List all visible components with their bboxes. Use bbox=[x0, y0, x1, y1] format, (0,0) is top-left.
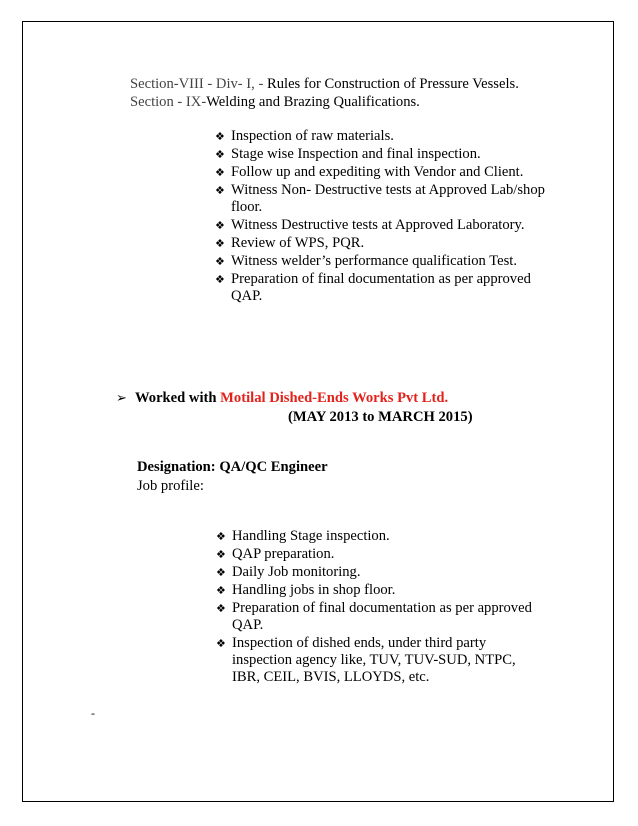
list-item bbox=[215, 235, 545, 252]
list-item-text: Daily Job monitoring. bbox=[232, 564, 361, 580]
list-item-text: Inspection of raw materials. bbox=[231, 128, 394, 144]
list-item-text: Preparation of final documentation as per approved QAP. bbox=[232, 600, 532, 633]
list-item bbox=[215, 146, 545, 163]
list-item-text: Inspection of dished ends, under third party inspection agency like, TUV, TUV-SUD, NTPC, IBR, CEIL, BVIS, LLOYDS, etc. bbox=[232, 635, 516, 685]
section-text: Welding and Brazing Qualifications. bbox=[206, 94, 420, 110]
list-item bbox=[215, 253, 545, 270]
diamond-bullet-icon: ❖ bbox=[216, 637, 226, 650]
list-item bbox=[216, 528, 546, 545]
asme-sections bbox=[130, 76, 519, 112]
section-prefix: Section-VIII - Div- I, - bbox=[130, 76, 267, 92]
list-item bbox=[216, 546, 546, 563]
list-item bbox=[215, 128, 545, 145]
section-text: Rules for Construction of Pressure Vessels. bbox=[266, 76, 519, 92]
diamond-bullet-icon: ❖ bbox=[215, 273, 225, 286]
company-name: Motilal Dished-Ends Works Pvt Ltd. bbox=[220, 390, 449, 406]
employment-period: (MAY 2013 to MARCH 2015) bbox=[288, 409, 473, 425]
diamond-bullet-icon: ❖ bbox=[215, 166, 225, 179]
job-profile-label: Job profile: bbox=[137, 478, 204, 494]
list-item-text: Preparation of final documentation as per approved QAP. bbox=[231, 271, 531, 304]
diamond-bullet-icon: ❖ bbox=[216, 602, 226, 615]
list-item bbox=[215, 217, 545, 234]
diamond-bullet-icon: ❖ bbox=[216, 566, 226, 579]
arrow-bullet-icon: ➢ bbox=[116, 391, 127, 406]
list-item-text: Handling jobs in shop floor. bbox=[232, 582, 396, 598]
list-item-text: Follow up and expediting with Vendor and Client. bbox=[231, 164, 524, 180]
list-item-text: Witness welder’s performance qualification Test. bbox=[231, 253, 517, 269]
list-item bbox=[216, 564, 546, 581]
list-item-text: QAP preparation. bbox=[232, 546, 335, 562]
list-item bbox=[215, 182, 545, 216]
designation-value: QA/QC Engineer bbox=[219, 459, 328, 475]
list-item bbox=[215, 271, 545, 305]
section-line bbox=[130, 94, 519, 112]
list-item bbox=[215, 164, 545, 181]
list-item bbox=[216, 600, 546, 634]
list-item bbox=[216, 635, 546, 686]
list-item-text: Handling Stage inspection. bbox=[232, 528, 390, 544]
stray-mark: - bbox=[91, 706, 95, 720]
list-item-text: Witness Destructive tests at Approved Laboratory. bbox=[231, 217, 525, 233]
responsibilities-list bbox=[215, 128, 545, 306]
diamond-bullet-icon: ❖ bbox=[215, 219, 225, 232]
diamond-bullet-icon: ❖ bbox=[215, 184, 225, 197]
diamond-bullet-icon: ❖ bbox=[215, 255, 225, 268]
duties-list bbox=[216, 528, 546, 687]
diamond-bullet-icon: ❖ bbox=[216, 548, 226, 561]
list-item-text: Witness Non- Destructive tests at Approved Lab/shop floor. bbox=[231, 182, 545, 215]
section-line bbox=[130, 76, 519, 94]
designation bbox=[137, 459, 328, 476]
list-item bbox=[216, 582, 546, 599]
section-prefix: Section - IX- bbox=[130, 94, 207, 110]
designation-label: Designation: bbox=[137, 459, 216, 475]
diamond-bullet-icon: ❖ bbox=[215, 148, 225, 161]
worked-with-label: Worked with bbox=[135, 390, 217, 406]
diamond-bullet-icon: ❖ bbox=[215, 237, 225, 250]
diamond-bullet-icon: ❖ bbox=[215, 130, 225, 143]
list-item-text: Stage wise Inspection and final inspection. bbox=[231, 146, 481, 162]
list-item-text: Review of WPS, PQR. bbox=[231, 235, 365, 251]
diamond-bullet-icon: ❖ bbox=[216, 584, 226, 597]
diamond-bullet-icon: ❖ bbox=[216, 530, 226, 543]
job-heading bbox=[116, 390, 448, 407]
